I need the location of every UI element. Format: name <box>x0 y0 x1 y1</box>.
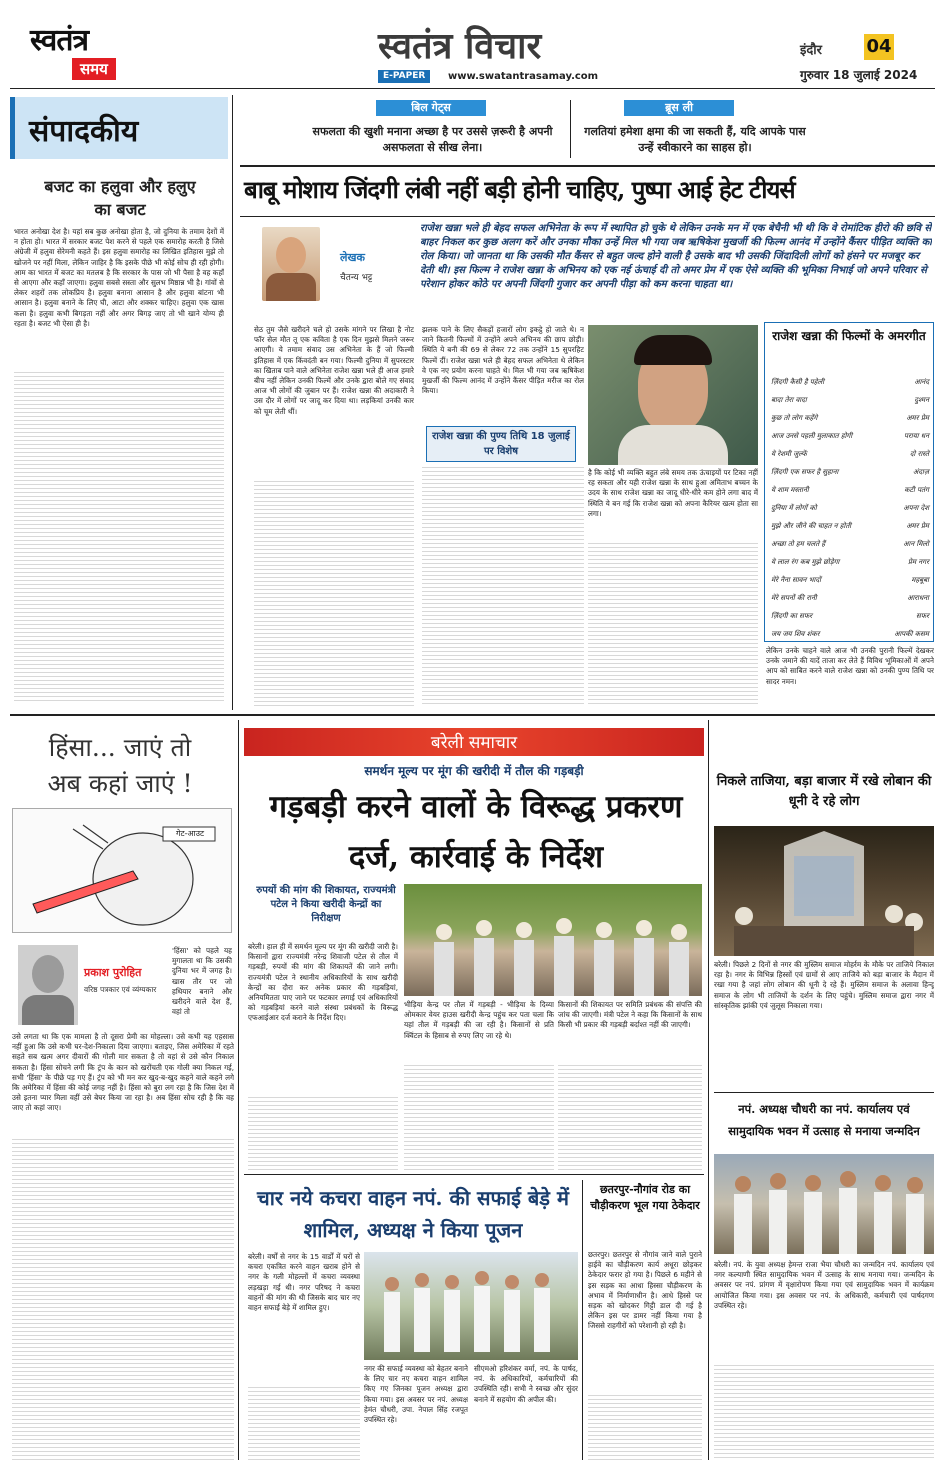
song-row: आज उनसे पहली मुलाकात होगी पराया धन <box>771 432 929 440</box>
songs-box <box>764 322 934 642</box>
bareilly-kicker: समर्थन मूल्य पर मूंग की खरीदी में तौल की गड़बड़ी <box>364 764 584 778</box>
bareilly-banner <box>244 728 704 756</box>
epaper-label: E-PAPER <box>378 70 430 83</box>
editorial-title: बजट का हलुवा और हलुए का बजट <box>44 177 196 219</box>
violence-title: हिंसा... जाएं तो अब कहां जाएं ! <box>47 733 193 798</box>
tazia-title: निकले ताजिया, बड़ा बाजार में रखे लोबान की धूनी दे रहे लोग <box>716 774 932 809</box>
article-headline: बाबू मोशाय जिंदगी लंबी नहीं बड़ी होनी चाहिए, पुष्पा आई हेट टीयर्स <box>244 175 795 204</box>
songs-list <box>771 373 929 643</box>
logo-bottom: समय <box>72 58 116 80</box>
garbage-headline: चार नये कचरा वाहन नपं. की सफाई बेड़े में शामिल, अध्यक्ष ने किया पूजन <box>257 1186 569 1242</box>
masthead <box>0 0 945 92</box>
article-col-1: सेठ तुम जैसे खरीदने चले हो उसके मांगने पर लिखा है नोट फॉर सेल मौत तू एक कविता है एक दिन मुझसे मिलने जरूर आएगी। ये तमाम संवाद उस अभिनेता के हैं जो फिल्मी इतिहास में एक किंवदंती बन गया। फिल्मी दुनिया में सुपरस्टार का खिताब पाने वाले अभिनेता राजेश खन्ना भले ही आज हमारे बीच नहीं लेकिन उनकी फिल्में और उनके द्वारा बोले गए संवाद आज भी लोगों की जुबान पर हैं। राजेश खन्ना की अदाकारी ने उस दौर में लोगों पर जादू कर दिया था। लड़कियां उनकी कार को चूम लेती थीं। <box>254 325 414 416</box>
site-url[interactable]: www.swatantrasamay.com <box>448 71 599 82</box>
article-col-2-cont <box>422 464 584 706</box>
article-intro: राजेश खन्ना भले ही बेहद सफल अभिनेता के रूप में स्थापित हो चुके थे लेकिन उनके मन में एक बेचैनी भी थी कि वे रोमांटिक हीरो की छवि से बाहर निकल कर कुछ अलग करें और उनका मौका उन्हें मिल भी गया जब ऋषिकेश मुखर्जी की फिल्म आनंद में उन्होंने कैंसर पीड़ित व्यक्ति का रोल किया। जो जानता था कि उसकी मौत कैंसर से बहुत जल्द होने वाली है उसके बाद भी उसकी जिंदादिली लोगों को हंसने पर मजबूर कर देती थी। इस फिल्म ने राजेश खन्ना के अभिनय को एक नई ऊंचाई दी तो अमर प्रेम में एक ऐसे व्यक्ति की भूमिका निभाई जो अपने परिवार से परेशान होकर कोठे पर अपनी जिंदगी गुजार कर अपनी पीड़ा को कम करना चाहता था। <box>420 223 932 290</box>
quote-bottom-rule <box>240 165 935 167</box>
song-row: जय जय शिव शंकर आपकी कसम <box>771 630 929 638</box>
song-row: अच्छा तो हम चलते हैं आन मिलो <box>771 540 929 548</box>
song-row: बादा तेरा वादा दुश्मन <box>771 396 929 404</box>
bareilly-bottom-rule <box>244 1174 704 1175</box>
author-photo <box>262 227 320 301</box>
garbage-body-2: नगर की सफाई व्यवस्था को बेहतर बनाने के लिए चार नए कचरा वाहन शामिल किए गए जिनका पूजन अध्यक्ष द्वारा किया गया। इस अवसर पर नपं. अध्यक्ष हेमंत चौधरी, उपा. नेपाल सिंह रजपूत उपस्थित रहे। <box>364 1364 468 1425</box>
road-headline: छतरपुर-नौगांव रोड का चौड़ीकरण भूल गया ठेकेदार <box>590 1183 700 1212</box>
violence-divider <box>238 720 239 1460</box>
article-col-3-cont <box>588 540 758 706</box>
quote-divider <box>570 100 571 158</box>
editorial-body: भारत अनोखा देश है। यहां सब कुछ अनोखा होता है, जो दुनिया के तमाम देशों में न होता हो। भारत में सरकार बजट पेश करने से पहले एक समारोह करती है जिसे अंग्रेजी में हलुवा सेरेमनी कहते हैं। इस हलुवा समारोह का लिखित इतिहास मुझे तो खोजने पर नहीं मिला, लेकिन जाहिर है कि इसके पीछे भी कोई सोच ही रही होगी। आम का भारत में बजट का मतलब है कि सरकार के पास जो भी पैसा है वह कहाँ से आएगा और कहाँ जाएगा। हलुवा सबसे सस्ता और सुलभ मिष्ठान्न भी है। गांवों से लेकर शहरों तक लोकप्रिय है। हलुवा बनाना आसान है और हलुवा बांटना भी आसान है। हलुवा बनाने के लिए घी, आटा और शक्कर चाहिए। हलुवा एक खास कला है। हलुवा कभी बिगड़ता नहीं और अगर बिगड़ जाए तो भी खाने योग्य ही रहता है। बजट भी ऐसा ही है। <box>14 227 224 328</box>
author-label: लेखक <box>340 251 365 264</box>
song-row: ये लाल रंग कब मुझे छोड़ेगा प्रेम नगर <box>771 558 929 566</box>
headline-rule <box>240 216 935 217</box>
song-row: ज़िंदगी कैसी है पहेली आनंद <box>771 378 929 386</box>
upper-lower-rule <box>10 714 935 716</box>
bareilly-sub: रुपयों की मांग की शिकायत, राज्यमंत्री पटेल ने किया खरीदी केन्द्रों का निरीक्षण <box>256 885 396 924</box>
quote-author-1: बिल गेट्स <box>376 100 486 116</box>
logo-top: स्वतंत्र <box>30 23 89 58</box>
bareilly-body-3-cont <box>558 1062 702 1170</box>
garbage-body-3: सीएमओ हरिशंकर वर्मा, नपं. के पार्षद, नपं. के अधिकारियों, कर्मचारियों की उपस्थिति रही। सभी ने स्वच्छ और सुंदर बनाने में सहयोग की अपील की। <box>474 1364 578 1404</box>
city: इंदौर <box>800 43 822 58</box>
page-title: स्वतंत्र विचार <box>378 25 542 67</box>
actor-photo <box>588 325 758 465</box>
road-body-cont <box>588 1392 702 1460</box>
song-row: ये शाम मस्तानी कटी पतंग <box>771 486 929 494</box>
article-col-4: लेकिन उनके चाहने वाले आज भी उनकी पुरानी फिल्में देखकर उनके जमाने की यादें ताजा कर लेते हैं विविध भूमिकाओं में अपने आप को साबित करने वाले राजेश खन्ना को उनकी पुण्य तिथि पर सादर नमन। <box>766 646 934 686</box>
chaudhary-body-cont <box>714 1362 934 1460</box>
chaudhary-title: नपं. अध्यक्ष चौधरी का नपं. कार्यालय एवं सामुदायिक भवन में उत्साह से मनाया जन्मदिन <box>728 1102 920 1138</box>
bareilly-body-2-cont <box>404 1062 554 1170</box>
article-col-2: झलक पाने के लिए सैकड़ों हजारों लोग इकट्ठे हो जाते थे। न जाने कितनी फिल्मों में उन्होंने अपने अभिनय की छाप छोड़ी। स्थिति ये बनी की 69 से लेकर 72 तक उन्होंने 15 सुपरहिट फिल्में दीं। राजेश खन्ना भले ही बेहद सफल अभिनेता थे लेकिन वे एक नए प्रयोग करना चाहते थे। मिल भी गया जब ऋषिकेश मुखर्जी की फिल्म आनंद में उन्होंने कैंसर पीड़ित मरीज का रोल किया। <box>422 325 584 396</box>
quote-author-2: ब्रूस ली <box>624 100 734 116</box>
quote-text-1: सफलता की खुशी मनाना अच्छा है पर उससे ज़रूरी है अपनी असफलता से सीख लेना। <box>312 125 553 154</box>
author-name: चैतन्य भट्ट <box>340 273 373 283</box>
song-row: मुझे और जीने की चाहत न होती अमर प्रेम <box>771 522 929 530</box>
violence-author-photo <box>18 945 78 1025</box>
song-row: दुनिया में लोगों को अपना देश <box>771 504 929 512</box>
editorial-banner <box>10 97 228 159</box>
bareilly-body-3: किसानों की शिकायत पर समिति प्रबंधक की संपत्ति की जांच की जाएगी। मंत्री पटेल ने कहा कि किसानों के साथ किसी भी प्रकार की गड़बड़ी बर्दाश्त नहीं की जाएगी। <box>558 1000 702 1030</box>
song-row: ज़िंदगी का सफर सफर <box>771 612 929 620</box>
quote-text-2: गलतियां हमेशा क्षमा की जा सकती हैं, यदि आपके पास उन्हें स्वीकारने का साहस हो। <box>584 125 806 154</box>
violence-body: उसे लगता था कि एक मामला है तो दूसरा प्रेमी का मोहल्ला। उसे कभी यह एहसास नहीं हुआ कि उसे कभी घर-देश-निकाला दिया जाएगा। बताइए, जिस अमेरिका में रहते सहते सब खत्म अगर दीवारों की गोली मार सकता है तो वहां से उसे कौन निकाल सकता है। हिंसा सोचने लगी कि ट्रंप के कान को खरोंचती एक गोली क्या निकल गई, सभी 'हिंसा' के पीछे पड़ गए हैं। ट्रंप को भी मन कर खुद-ब-खुद कहने वाले कहने लगे कि अमेरिका में हिंसा की कोई जगह नहीं है। हिंसा को बुरा लग रहा है कि जिस देश में उसे इतना प्यार मिला वहीं उसे बेघर किया जा रहा है। अब हिंसा सोच रही है कि वह जाए तो कहां जाए। <box>12 1032 234 1113</box>
article-col-1-cont <box>254 478 414 706</box>
violence-role: वरिष्ठ पत्रकार एवं व्यंग्यकार <box>84 985 157 994</box>
violence-cartoon <box>12 808 232 933</box>
violence-author: प्रकाश पुरोहित <box>84 966 142 979</box>
garbage-photo <box>364 1252 578 1360</box>
song-row: कुछ तो लोग कहेंगे अमर प्रेम <box>771 414 929 422</box>
song-row: ज़िंदगी एक सफर है सुहाना अंदाज़ <box>771 468 929 476</box>
page-number: 04 <box>864 34 894 60</box>
right-col-divider <box>708 720 709 1460</box>
road-body: छतरपुर। छतरपुर से नौगांव जाने वाले पुराने हाईवे का चौड़ीकरण कार्य अधूरा छोड़कर ठेकेदार फरार हो गया है। पिछले 6 महीने से इस सड़क का आधा हिस्सा चौड़ीकरण के अभाव में निर्माणाधीन है। आधे हिस्से पर सड़क को खोदकर गिट्टी डाल दी गई है लेकिन इस पर डामर नहीं किया गया है जिससे राहगीरों को परेशानी हो रही है। <box>588 1250 702 1331</box>
garbage-divider <box>582 1180 583 1460</box>
cartoon-label: गेट-आउट <box>175 829 204 838</box>
bareilly-photo <box>404 884 702 996</box>
song-row: मेरे सपनों की रानी आराधना <box>771 594 929 602</box>
tazia-body: बरेली। पिछले 2 दिनों से नगर की मुस्लिम समाज मोहर्रम के मौके पर ताजिये निकाल रहा है। नगर के विभिन्न हिस्सों एवं ग्रामों से आए ताजिये को बड़ा बाजार के मैदान में रखा गया है जहां लोग लोबान की धूनी दे रहे हैं। मुस्लिम समाज के अलावा हिन्दू समाज के लोग भी ताजियों के दर्शन के लिए पहुंचे। मुस्लिम समाज द्वारा नगर में सांस्कृतिक झांकी एवं जुलूस निकाला गया। <box>714 960 934 1010</box>
songs-title: राजेश खन्ना की फिल्मों के अमरगीत <box>772 329 926 343</box>
song-row: ये रेशमी जुल्फें दो रास्ते <box>771 450 929 458</box>
violence-intro: 'हिंसा' को पहले यह मुगालता था कि उसकी दुनिया भर में जगह है। खास तौर पर जो हथियार बनाने और खरीदने वाले देश हैं, वहां तो <box>172 946 232 1017</box>
editorial-column <box>10 95 228 710</box>
chaudhary-photo <box>714 1154 934 1254</box>
masthead-rule <box>10 88 935 89</box>
bareilly-banner-text: बरेली समाचार <box>430 733 518 753</box>
violence-body-cont <box>12 1136 234 1460</box>
chaudhary-body: बरेली। नपं. के युवा अध्यक्ष हेमन्त राजा भैया चौधरी का जन्मदिन नपं. कार्यालय एवं नगर कल्याणी स्थित सामुदायिक भवन में उत्साह के साथ मनाया गया। जन्मदिन के अवसर पर नपं. प्रांगण में वृक्षारोपण किया गया एवं सामुदायिक भवन में कार्यक्रम आयोजित किया गया। इस अवसर पर नपं. के अधिकारी, कर्मचारी एवं पार्षदगण उपस्थित रहे। <box>714 1260 934 1310</box>
article-box-title: राजेश खन्ना की पुण्य तिथि 18 जुलाई पर विशेष <box>426 426 576 462</box>
tazia-photo <box>714 826 934 956</box>
bareilly-body: बरेली। हाल ही में समर्थन मूल्य पर मूंग की खरीदी जारी है। किसानों द्वारा राज्यमंत्री नरेन्द्र शिवाजी पटेल से तौल में गड़बड़ी, रुपयों की मांग की शिकायतें की जाने लगी। राज्यमंत्री पटेल ने स्थानीय अधिकारियों के साथ खरीदी केन्द्रों का दौरा कर अनेक प्रकार की गड़बड़ियां, अनियमितता पाए जाने पर फटकार लगाई एवं अधिकारियों को गड़बड़ियां करने वाले संस्था प्रबंधकों के विरूद्ध एफआईआर दर्ज कराने के निर्देश दिए। <box>248 942 398 1023</box>
editorial-divider <box>232 95 233 710</box>
garbage-body-cont <box>248 1384 360 1460</box>
editorial-body-continued <box>14 369 224 701</box>
editorial-section: संपादकीय <box>29 114 139 149</box>
bareilly-headline: गड़बड़ी करने वालों के विरूद्ध प्रकरण दर्ज, कार्रवाई के निर्देश <box>269 789 683 875</box>
bareilly-body-cont <box>248 1094 398 1170</box>
garbage-body: बरेली। वर्षों से नगर के 15 वार्डों में घरों से कचरा एकत्रित करने वाहन खराब होने से नगर के गली मोहल्लों में कचरा व्यवस्था लड़खड़ा गई थी। नगर परिषद ने कचरा वाहनों की मांग की थी जिसके बाद चार नए वाहन सफाई बेड़े में शामिल हुए। <box>248 1252 360 1313</box>
date: गुरुवार 18 जुलाई 2024 <box>800 68 918 82</box>
article-col-3: है कि कोई भी व्यक्ति बहुत लंबे समय तक ऊंचाइयों पर टिका नहीं रह सकता और यही राजेश खन्ना के साथ हुआ अमिताभ बच्चन के उदय के साथ राजेश खन्ना का जादू धीरे-धीरे कम होने लगा बाद में स्थिति ये बन गई कि राजेश खन्ना को अपना कैरियर खत्म होता सा लगा। <box>588 468 758 518</box>
song-row: मेरे नैना सावन भादों महबूबा <box>771 576 929 584</box>
bareilly-body-2: भीड़िया केन्द्र पर तौल में गड़बड़ी - भीड़िया के दिव्या ओमकार वेयर हाउस खरीदी केन्द्र पहुंच कर पता चला कि यहां तौल में गड़बड़ी की जा रही है। किसानों से प्रति क्विंटल के हिसाब से रुपए लिए जा रहे थे। <box>404 1000 554 1040</box>
tazia-bottom-rule <box>714 1092 934 1093</box>
